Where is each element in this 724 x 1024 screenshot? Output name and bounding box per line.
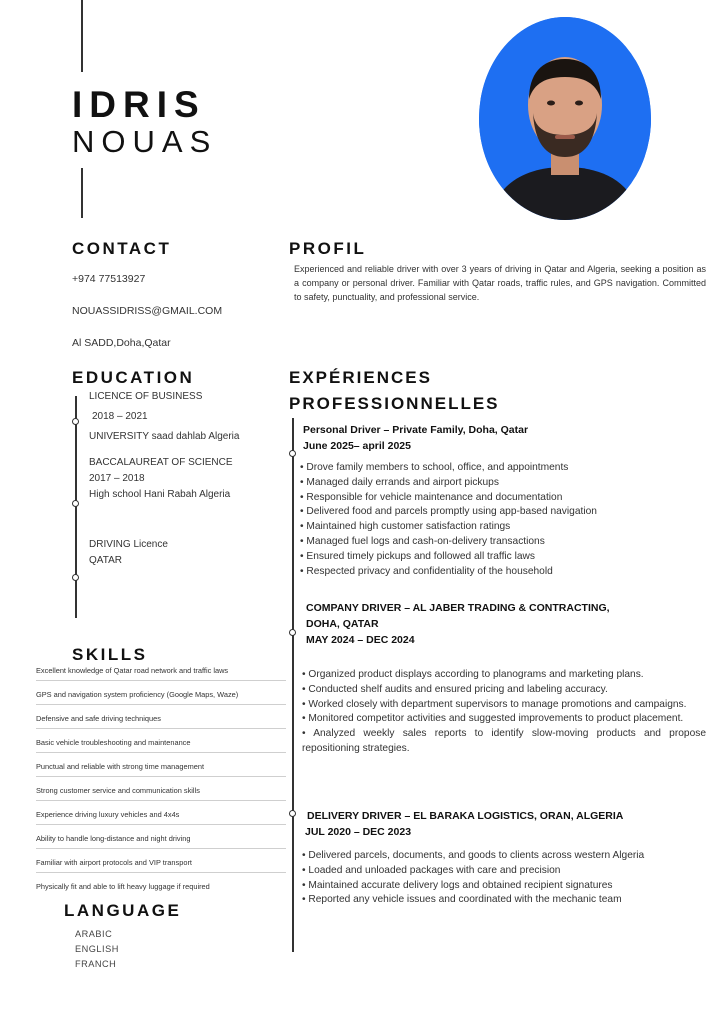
contact-email: NOUASSIDRISS@GMAIL.COM <box>72 305 223 317</box>
job-2-title-line2: DOHA, QATAR <box>306 618 379 630</box>
skill-item: Experience driving luxury vehicles and 4x4s <box>36 810 180 819</box>
skill-item: Strong customer service and communication skills <box>36 786 200 795</box>
divider <box>36 704 286 705</box>
divider <box>36 824 286 825</box>
experiences-title-line2: PROFESSIONNELLES <box>289 394 500 413</box>
skill-item: GPS and navigation system proficiency (Google Maps, Waze) <box>36 690 239 699</box>
experience-dot <box>289 810 296 817</box>
job-2-bullet: • Analyzed weekly sales reports to identify slow-moving products and propose repositioning strategies. <box>302 728 706 754</box>
education-dot <box>72 500 79 507</box>
name-bottom-line <box>81 168 83 218</box>
divider <box>36 776 286 777</box>
job-2-bullet: • Monitored competitor activities and suggested improvements to product placement. <box>302 713 684 725</box>
experiences-title-line1: EXPÉRIENCES <box>289 368 432 387</box>
skill-item: Familiar with airport protocols and VIP transport <box>36 858 192 867</box>
job-1-bullet: • Drove family members to school, office, and appointments <box>300 462 569 473</box>
job-1-dates: June 2025– april 2025 <box>303 440 411 452</box>
contact-phone: +974 77513927 <box>72 273 146 285</box>
job-1-bullet: • Ensured timely pickups and followed all traffic laws <box>300 550 535 562</box>
skill-item: Excellent knowledge of Qatar road network and traffic laws <box>36 666 229 675</box>
divider <box>36 728 286 729</box>
education-dates-2: 2017 – 2018 <box>89 473 145 484</box>
job-1-bullet: • Managed fuel logs and cash-on-delivery transactions <box>300 535 545 547</box>
job-3-bullet: • Reported any vehicle issues and coordinated with the mechanic team <box>302 894 622 906</box>
divider <box>36 800 286 801</box>
education-degree-1: LICENCE OF BUSINESS <box>89 391 203 402</box>
name-top-line <box>81 0 83 72</box>
education-dates-1: 2018 – 2021 <box>92 411 148 422</box>
job-1-bullets <box>300 461 597 579</box>
profile-photo <box>479 17 651 220</box>
education-license-place: QATAR <box>89 555 122 566</box>
education-license: DRIVING Licence <box>89 539 168 550</box>
divider <box>36 872 286 873</box>
experience-dot <box>289 629 296 636</box>
experience-dot <box>289 450 296 457</box>
divider <box>36 752 286 753</box>
person-portrait-icon <box>479 17 651 220</box>
language-title: LANGUAGE <box>64 901 182 920</box>
experience-timeline <box>292 418 294 952</box>
education-dot <box>72 418 79 425</box>
education-dot <box>72 574 79 581</box>
job-3-dates: JUL 2020 – DEC 2023 <box>305 826 412 838</box>
job-1-bullet: • Respected privacy and confidentiality of the household <box>300 565 553 577</box>
education-degree-2: BACCALAUREAT OF SCIENCE <box>89 457 233 468</box>
skill-item: Physically fit and able to lift heavy luggage if required <box>36 882 210 891</box>
profil-text: Experienced and reliable driver with over 3 years of driving in Qatar and Algeria, seeking a position as a company or personal driver. Familiar with Qatar roads, traffic rules, and GPS navigation. Committed to safety, punctuality, and professional service. <box>294 264 706 302</box>
job-2-dates: MAY 2024 – DEC 2024 <box>306 634 415 646</box>
job-2-bullet: • Worked closely with department supervisors to manage promotions and campaigns. <box>302 698 687 710</box>
job-2-title-line1: COMPANY DRIVER – AL JABER TRADING & CONTRACTING, <box>306 602 610 614</box>
job-1-bullet: • Maintained high customer satisfaction ratings <box>300 521 511 533</box>
job-2-bullets <box>302 668 706 757</box>
last-name: NOUAS <box>72 124 218 159</box>
skill-item: Defensive and safe driving techniques <box>36 714 161 723</box>
education-school-2: High school Hani Rabah Algeria <box>89 489 231 500</box>
job-1-bullet: • Managed daily errands and airport pickups <box>300 476 499 488</box>
skill-item: Basic vehicle troubleshooting and maintenance <box>36 738 191 747</box>
job-3-bullet: • Loaded and unloaded packages with care and precision <box>302 864 561 876</box>
profil-title: PROFIL <box>289 239 367 258</box>
language-item: FRANCH <box>75 959 117 969</box>
education-title: EDUCATION <box>72 368 195 387</box>
skill-item: Punctual and reliable with strong time management <box>36 762 205 771</box>
skills-title: SKILLS <box>72 645 148 664</box>
job-1-bullet: • Delivered food and parcels promptly using app-based navigation <box>300 506 597 518</box>
job-2-bullet: • Conducted shelf audits and ensured pricing and labeling accuracy. <box>302 683 608 695</box>
education-timeline <box>75 396 77 618</box>
skill-item: Ability to handle long-distance and night driving <box>36 834 191 843</box>
education-school-1: UNIVERSITY saad dahlab Algeria <box>89 431 240 442</box>
language-item: ENGLISH <box>75 944 119 954</box>
divider <box>36 848 286 849</box>
job-3-bullet: • Delivered parcels, documents, and goods to clients across western Algeria <box>302 850 645 861</box>
job-2-bullet: • Organized product displays according to planograms and marketing plans. <box>302 669 644 680</box>
contact-title: CONTACT <box>72 239 172 258</box>
first-name: IDRIS <box>72 84 206 125</box>
job-3-bullets <box>302 849 644 908</box>
job-3-bullet: • Maintained accurate delivery logs and obtained recipient signatures <box>302 879 613 891</box>
job-1-title: Personal Driver – Private Family, Doha, Qatar <box>303 424 529 436</box>
contact-address: Al SADD,Doha,Qatar <box>72 337 171 349</box>
divider <box>36 680 286 681</box>
job-1-bullet: • Responsible for vehicle maintenance and documentation <box>300 491 563 503</box>
language-item: ARABIC <box>75 929 113 939</box>
job-3-title: DELIVERY DRIVER – EL BARAKA LOGISTICS, ORAN, ALGERIA <box>307 810 624 822</box>
